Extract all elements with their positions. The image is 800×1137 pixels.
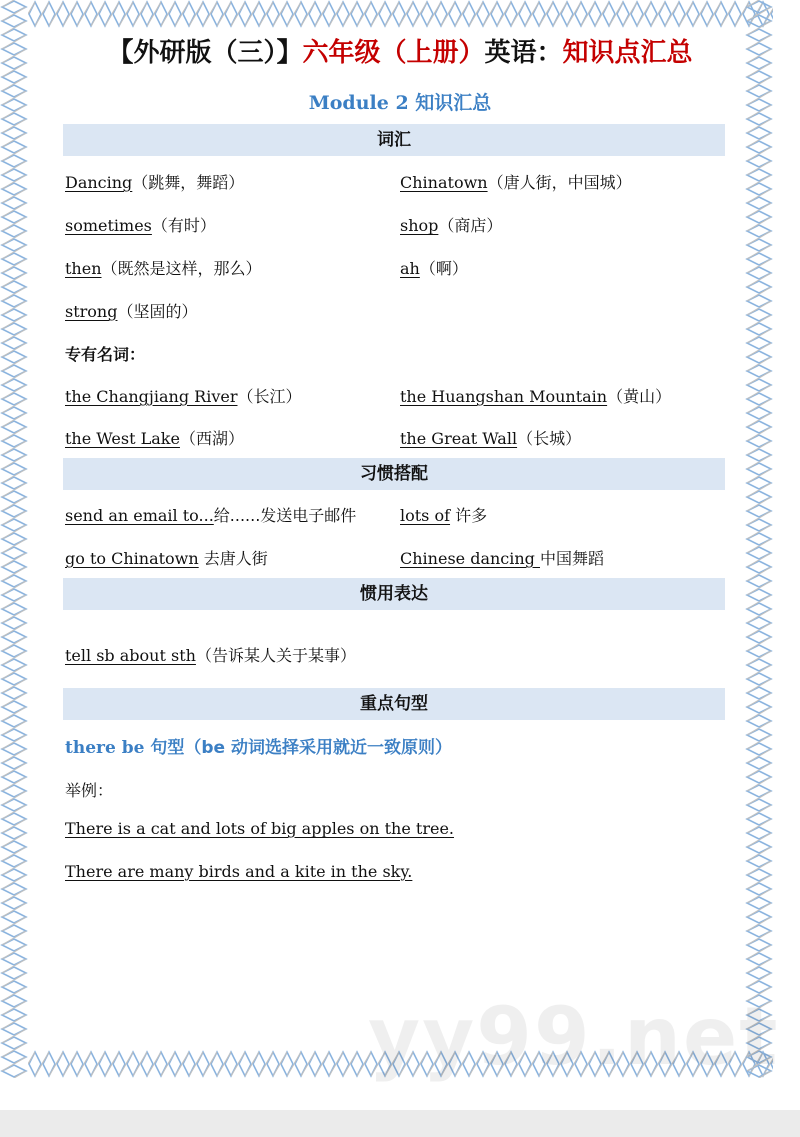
collocation-cn: 中国舞蹈 <box>540 549 605 568</box>
proper-noun-item <box>400 426 581 449</box>
collocation-item <box>65 503 356 526</box>
vocab-cn: （唐人街，中国城） <box>487 173 632 192</box>
vocab-item <box>400 170 632 193</box>
watermark: yy99.net <box>368 990 780 1083</box>
vocab-item <box>65 170 244 193</box>
title-part-3: 英语： <box>484 38 563 68</box>
pattern-title-cn: 句型（be 动词选择采用就近一致原则） <box>150 738 452 758</box>
vocab-item <box>65 213 216 236</box>
proper-cn: （黄山） <box>607 387 672 406</box>
vocab-cn: （坚固的） <box>117 302 198 321</box>
collocation-item <box>400 503 487 526</box>
pattern-title-en: there be <box>65 738 151 758</box>
viewer-bottom-strip <box>0 1110 800 1137</box>
vocab-en: Dancing <box>65 173 133 192</box>
vocab-en: ah <box>400 259 420 278</box>
collocation-item <box>65 546 268 569</box>
section-header-collocations: 习惯搭配 <box>63 458 725 490</box>
vocab-item <box>400 256 468 279</box>
collocation-item <box>400 546 604 569</box>
vocab-cn: （啊） <box>419 259 468 278</box>
proper-noun-item <box>65 426 244 449</box>
example-sentence: There are many birds and a kite in the sky. <box>65 862 413 881</box>
proper-en: the Great Wall <box>400 429 518 448</box>
vocab-cn: （既然是这样，那么） <box>101 259 262 278</box>
vocab-en: strong <box>65 302 118 321</box>
decorative-border-left <box>0 0 28 1078</box>
collocation-cn: 给......发送电子邮件 <box>213 506 357 525</box>
decorative-border-top <box>28 0 773 28</box>
proper-noun-item <box>400 384 671 407</box>
page-title <box>0 32 800 69</box>
example-sentence: There is a cat and lots of big apples on the tree. <box>65 819 454 838</box>
module-subtitle: Module 2 知识汇总 <box>308 92 492 114</box>
vocab-en: Chinatown <box>400 173 488 192</box>
proper-en: the Huangshan Mountain <box>400 387 608 406</box>
collocation-cn: 去唐人街 <box>198 549 268 568</box>
expression-cn: （告诉某人关于某事） <box>195 646 356 665</box>
vocab-en: then <box>65 259 102 278</box>
proper-en: the Changjiang River <box>65 387 238 406</box>
proper-noun-item <box>65 384 302 407</box>
section-header-vocab: 词汇 <box>63 124 725 156</box>
decorative-border-right <box>745 0 773 1078</box>
section-header-expressions: 惯用表达 <box>63 578 725 610</box>
proper-cn: （长城） <box>517 429 582 448</box>
vocab-en: sometimes <box>65 216 152 235</box>
vocab-cn: （商店） <box>438 216 503 235</box>
pattern-title <box>65 733 452 758</box>
proper-en: the West Lake <box>65 429 180 448</box>
vocab-en: shop <box>400 216 439 235</box>
vocab-cn: （跳舞，舞蹈） <box>132 173 245 192</box>
example-label: 举例： <box>65 781 114 800</box>
title-part-2: 六年级（上册） <box>302 38 485 68</box>
section-header-patterns: 重点句型 <box>63 688 725 720</box>
vocab-item <box>65 256 262 279</box>
expression-en: tell sb about sth <box>65 646 196 665</box>
vocab-item <box>65 299 197 322</box>
collocation-cn: 许多 <box>450 506 488 525</box>
proper-nouns-label: 专有名词： <box>65 345 146 364</box>
vocab-cn: （有时） <box>151 216 216 235</box>
title-part-1: 【外研版（三）】 <box>107 38 303 68</box>
collocation-en: send an email to... <box>65 506 214 525</box>
vocab-item <box>400 213 502 236</box>
collocation-en: go to Chinatown <box>65 549 199 568</box>
proper-cn: （长江） <box>237 387 302 406</box>
title-part-4: 知识点汇总 <box>562 38 693 68</box>
expression-item <box>65 643 356 666</box>
collocation-en: Chinese dancing <box>400 549 540 568</box>
proper-cn: （西湖） <box>179 429 244 448</box>
collocation-en: lots of <box>400 506 451 525</box>
